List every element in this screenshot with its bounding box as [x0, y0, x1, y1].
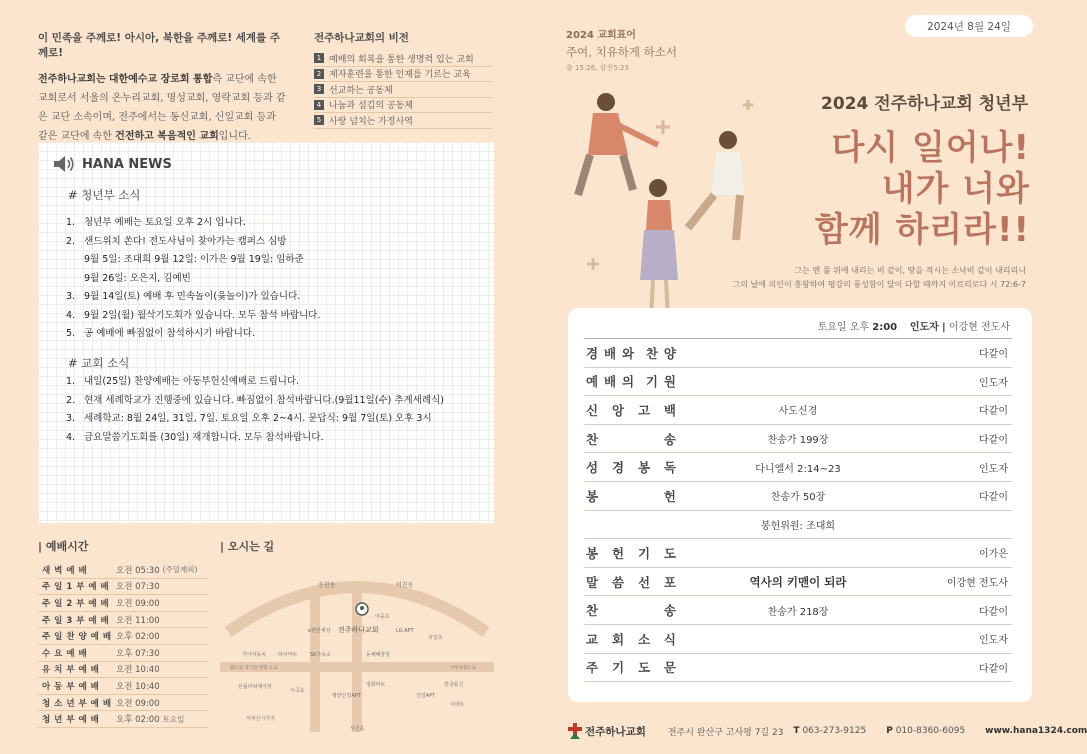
map-label: SK주유소: [310, 652, 331, 658]
worship-time: 오후 02:00: [116, 715, 160, 726]
intro-church-name: 전주하나교회는: [38, 74, 106, 85]
order-row: [584, 482, 1012, 511]
order-name-char: 교: [586, 631, 599, 647]
intro-title: 이 민족을 주께로! 아시아, 북한을 주께로! 세계를 주께로!: [38, 32, 281, 59]
order-name-char: 찬: [586, 431, 599, 447]
order-item-person: 다같이: [979, 492, 1008, 504]
worship-name: 주 일 2 부 예 배: [42, 598, 110, 609]
worship-name: 주 일 찬 양 예 배: [42, 632, 112, 643]
order-row: [584, 568, 1012, 597]
order-row: [584, 453, 1012, 482]
footer-tel: 063-273-9125: [802, 726, 867, 736]
vision-num: 1: [314, 53, 324, 63]
vision-item: [314, 98, 492, 114]
intro-body-text: 측 교단에 속한 교회로서 서울의 온누리교회, 명성교회, 영락교회 등과 같은 교단 소속이며, 전주에서는 동신교회, 신일교회 등과 같은 교단에 속한: [38, 74, 286, 142]
order-name-char: 식: [663, 631, 676, 647]
tel-label: T: [793, 726, 800, 736]
worship-row: [38, 645, 208, 662]
map-label: 이마트: [450, 702, 465, 708]
worship-times-title: | 예배시간: [38, 540, 89, 553]
news-title: HANA NEWS: [82, 156, 172, 172]
order-row: [584, 339, 1012, 368]
map-label: 동해해물탕: [366, 652, 391, 658]
intro-body: [38, 70, 288, 146]
slogan-line: 내가 너와: [881, 169, 1030, 209]
order-item-detail: 사도신경: [778, 406, 818, 418]
worship-time: 오전 09:00: [116, 698, 160, 709]
leader-label: 인도자: [909, 322, 939, 333]
worship-note: 토요일: [162, 714, 185, 724]
order-name-char: 주: [586, 660, 599, 676]
map-label: 전주하나교회: [338, 626, 379, 634]
order-item-name: [584, 401, 676, 419]
worship-time: 오전 05:30: [116, 565, 160, 576]
order-name-char: 기: [611, 660, 625, 676]
item-number: 3.: [66, 291, 76, 302]
slogan-line: 다시 일어나!: [831, 128, 1030, 168]
order-name-char: 선: [637, 574, 651, 590]
news-header: [52, 154, 172, 174]
directions-map: [220, 538, 494, 736]
order-item-person: 다같이: [979, 435, 1008, 447]
worship-name: 주 일 1 부 예 배: [42, 582, 110, 593]
item-number: 4.: [66, 309, 76, 321]
item-text: 샌드위치 쏜다! 전도사님이 찾아가는 캠퍼스 심방: [84, 235, 287, 247]
order-name-char: 의: [622, 374, 635, 390]
order-name-char: 백: [663, 402, 676, 418]
worship-row: [38, 695, 208, 712]
order-item-person: 다같이: [979, 349, 1008, 361]
item-text: 공 예배에 빠짐없이 참석하시기 바랍니다.: [84, 328, 256, 339]
order-item-detail: 봉헌위원: 조대희: [760, 520, 836, 532]
motto-text: 주여, 치유하게 하소서: [566, 45, 677, 59]
item-text: 청년부 예배는 토요일 오후 2시 입니다.: [84, 217, 246, 228]
order-item-person: 인도자: [979, 377, 1008, 389]
order-item-name: [584, 601, 676, 619]
order-item-name: [584, 630, 676, 648]
order-name-char: 헌: [663, 488, 676, 504]
worship-name: 새 벽 예 배: [42, 565, 88, 576]
service-time: 2:00: [872, 322, 898, 333]
phone-label: P: [886, 726, 893, 736]
church-news-title: # 교회 소식: [68, 356, 130, 370]
order-item-name: [584, 458, 676, 476]
worship-time: 오후 07:30: [116, 648, 160, 659]
order-name-char: 예: [586, 374, 599, 390]
map-label: 기아자동차: [242, 652, 267, 658]
order-row: [584, 368, 1012, 397]
worship-time: 오후 02:00: [116, 632, 160, 643]
order-name-char: 씀: [611, 574, 625, 590]
scripture-quote: [733, 264, 1026, 292]
worship-time: 오전 11:00: [116, 615, 160, 626]
vision-item: [314, 51, 492, 67]
vision-num: 2: [314, 69, 324, 79]
motto-label: 2024 교회표어: [566, 30, 636, 41]
worship-row: [38, 678, 208, 695]
worship-row: [38, 662, 208, 679]
worship-note: (주일제외): [162, 565, 198, 575]
vision-text: 제자훈련을 통한 인재를 기르는 교육: [329, 70, 471, 81]
footer-church-name: 전주하나교회: [585, 725, 646, 738]
map-drawing: [220, 562, 494, 732]
order-item-person: 인도자: [979, 635, 1008, 647]
map-label: 하이마트: [278, 652, 298, 658]
worship-time: 오전 09:00: [116, 598, 160, 609]
map-label: 서부우회도로: [450, 666, 477, 671]
order-item-name: [584, 573, 676, 591]
intro-highlight: 건전하고 복음적인 교회: [115, 131, 219, 142]
order-item-name: [584, 344, 676, 362]
order-item-name: [584, 544, 676, 562]
worship-rows: [38, 562, 208, 728]
order-name-char: 배: [604, 345, 617, 361]
footer-phone: 010-8360-6095: [895, 726, 966, 736]
order-name-char: 봉: [586, 488, 599, 504]
vision-text: 사랑 넘치는 가정사역: [329, 116, 413, 127]
order-name-char: 경: [611, 460, 625, 476]
list-item: [66, 410, 444, 429]
order-name-char: 배: [604, 374, 617, 390]
item-text: 9월 14일(토) 예배 후 민속놀이(윷놀이)가 있습니다.: [84, 291, 301, 302]
order-name-char: 찬: [645, 345, 658, 361]
order-item-name: [584, 430, 676, 448]
order-name-char: 도: [663, 545, 676, 561]
slogan: [815, 128, 1030, 251]
order-row: [584, 654, 1012, 683]
item-number: 5.: [66, 328, 76, 339]
item-number: 1.: [66, 376, 76, 387]
slogan-line: 함께 하리라!!: [814, 210, 1030, 250]
speaker-icon: [52, 154, 76, 174]
list-item: [66, 325, 320, 344]
footer-website[interactable]: www.hana1324.com: [985, 726, 1087, 736]
order-name-char: 봉: [586, 545, 599, 561]
service-info: 토요일 오후 2:00 인도자 | 이강현 전도사: [817, 322, 1010, 333]
youth-news-title: # 청년부 소식: [68, 188, 141, 202]
order-row: [584, 539, 1012, 568]
list-item: [66, 288, 320, 307]
order-name-char: 찬: [586, 603, 599, 619]
list-item: [66, 373, 444, 392]
order-item-name: [584, 372, 676, 390]
church-news-list: [66, 373, 444, 447]
order-name-char: 원: [663, 374, 676, 390]
worship-name: 유 치 부 예 배: [42, 665, 100, 676]
list-item: [66, 251, 320, 270]
map-label: 서일초: [428, 635, 443, 641]
hana-news-panel: [38, 142, 494, 523]
motto-reference: 출 15:26, 삼천5:23: [566, 64, 629, 72]
intro-denomination: 대한예수교 장로회 통합: [108, 74, 213, 85]
vision-num: 3: [314, 84, 324, 94]
order-name-char: 앙: [611, 402, 625, 418]
order-name-char: 독: [663, 460, 676, 476]
vision-item: [314, 82, 492, 98]
order-name-char: 송: [663, 603, 676, 619]
item-text: 금요말씀기도회를 (30일) 재개합니다. 모두 참석바랍니다.: [84, 431, 324, 443]
item-number: 3.: [66, 413, 76, 424]
map-label: 평안신앙APT: [332, 693, 361, 699]
order-item-detail: 찬송가 218장: [767, 606, 829, 618]
map-label: 한국통신: [444, 682, 464, 688]
list-item: [66, 214, 320, 233]
order-name-char: 와: [622, 345, 635, 361]
list-item: [66, 233, 320, 252]
vision-text: 선교하는 공동체: [329, 85, 393, 96]
order-name-char: 기: [645, 374, 658, 390]
list-item: [66, 307, 320, 326]
order-name-char: 신: [586, 402, 599, 418]
map-label: 덕진동: [396, 582, 414, 589]
list-item: [66, 429, 444, 448]
order-of-service: [568, 308, 1032, 702]
map-label: 신일APT: [416, 693, 436, 699]
service-day: 토요일 오후: [817, 322, 870, 333]
worship-name: 청 소 년 부 예 배: [42, 698, 112, 709]
order-item-person: 다같이: [979, 406, 1008, 418]
order-rows: [584, 338, 1012, 682]
worship-row: [38, 579, 208, 596]
worship-row: [38, 628, 208, 645]
order-item-person: 이가은: [979, 549, 1008, 561]
vision-num: 4: [314, 100, 324, 110]
church-logo-icon: [568, 723, 582, 739]
order-name-char: 경: [586, 345, 599, 361]
map-label: 서곡초: [290, 688, 305, 694]
list-item: [66, 270, 320, 289]
worship-time: 오전 10:40: [116, 681, 160, 692]
order-item-name: [584, 658, 676, 676]
intro-body-end: 입니다.: [218, 131, 251, 142]
worship-name: 청 년 부 예 배: [42, 715, 100, 726]
footer-address: 전주시 완산구 고사평 7길 23: [667, 727, 784, 738]
order-name-char: 고: [637, 402, 651, 418]
vision-num: 5: [314, 115, 324, 125]
worship-row: [38, 612, 208, 629]
scripture-line: 그의 날에 의인이 흥왕하여 평강의 풍성함이 달이 다할 때까지 이르리로다 시 72:6-7: [732, 280, 1026, 289]
worship-name: 주 일 3 부 예 배: [42, 615, 110, 626]
order-row: [584, 396, 1012, 425]
leader-name: 이강현 전도사: [948, 322, 1010, 333]
youth-news-list: [66, 214, 320, 344]
worship-name: 아 동 부 예 배: [42, 681, 100, 692]
scripture-line: 그는 벤 풀 위에 내리는 비 같이, 땅을 적시는 소낙비 같이 내리리니: [794, 266, 1026, 275]
order-item-detail: 찬송가 199장: [767, 435, 829, 447]
map-label: 정화마트: [366, 682, 386, 688]
map-label: 아중초: [375, 614, 390, 620]
order-name-char: 헌: [611, 545, 625, 561]
worship-times: [38, 538, 208, 728]
order-name-char: 성: [586, 460, 599, 476]
order-name-char: 회: [611, 631, 625, 647]
map-label: LG APT: [396, 628, 414, 634]
footer: [568, 723, 1087, 739]
map-label: 서부신시가지: [246, 716, 275, 722]
order-name-char: 소: [637, 631, 651, 647]
order-item-person: 인도자: [979, 463, 1008, 475]
order-row: [584, 425, 1012, 454]
order-item-name: [584, 487, 676, 505]
order-row: [584, 625, 1012, 654]
map-label: e편한세상: [308, 628, 331, 634]
worship-time: 오전 10:40: [116, 665, 160, 676]
map-label: 월드컵 경기장 방향 도로: [230, 666, 278, 671]
item-text: 9월 5일: 조대희 9월 12일: 이가은 9월 19일: 임하준: [84, 254, 304, 265]
vision-item: [314, 113, 492, 129]
vision-text: 예배의 회복을 통한 생명력 있는 교회: [329, 54, 474, 65]
jumping-people-illustration: [548, 80, 748, 320]
order-name-char: 기: [637, 545, 651, 561]
worship-name: 수 요 예 배: [42, 648, 88, 659]
item-number: 2.: [66, 235, 76, 247]
date-badge: 2024년 8월 24일: [905, 15, 1033, 37]
order-name-char: 포: [663, 574, 676, 590]
item-text: 세례학교: 8월 24일, 31일, 7일. 토요일 오후 2~4시. 문답식: 9월 7일(토) 오후 3시: [84, 413, 432, 424]
worship-row: [38, 562, 208, 579]
vision-text: 나눔과 섬김의 공동체: [329, 101, 413, 112]
order-name-char: 송: [663, 431, 676, 447]
map-label: 서신초: [350, 726, 365, 732]
order-item-person: 다같이: [979, 663, 1008, 675]
vision-item: [314, 67, 492, 83]
item-number: 4.: [66, 431, 76, 443]
intro-section: [38, 30, 288, 146]
item-text: 현재 세례학교가 진행중에 있습니다. 빠짐없이 참석바랍니다.(9월11일(수) 추계세례식): [84, 394, 444, 406]
map-label: 송천동: [318, 582, 336, 589]
item-number: 1.: [66, 217, 76, 228]
item-text: 9월 26일: 오은지, 김예빈: [84, 272, 191, 284]
order-name-char: 문: [663, 660, 676, 676]
order-item-person: 이강현 전도사: [946, 578, 1008, 590]
order-item-detail: 역사의 키맨이 되라: [749, 574, 847, 589]
order-item-detail: 찬송가 50장: [770, 492, 826, 504]
order-name-char: 양: [663, 345, 676, 361]
order-name-char: 말: [586, 574, 599, 590]
vision-title: 전주하나교회의 비전: [314, 32, 409, 44]
list-item: [66, 392, 444, 411]
item-number: 2.: [66, 394, 76, 406]
vision-section: [314, 30, 492, 129]
map-label: 선플라워예식장: [238, 684, 272, 690]
department-title: 2024 전주하나교회 청년부: [821, 94, 1028, 114]
item-text: 9월 2일(월) 월삭기도회가 있습니다. 모두 참석 바랍니다.: [84, 309, 321, 321]
order-name-char: 도: [637, 660, 651, 676]
order-item-detail: 다니엘서 2:14~23: [755, 463, 841, 475]
item-text: 내일(25일) 찬양예배는 아동부헌신예배로 드립니다.: [84, 376, 300, 387]
worship-row: [38, 711, 208, 728]
worship-time: 오전 07:30: [116, 582, 160, 593]
order-item-person: 다같이: [979, 606, 1008, 618]
order-name-char: 봉: [637, 460, 651, 476]
map-title: | 오시는 길: [220, 540, 275, 553]
worship-row: [38, 595, 208, 612]
order-row: [584, 596, 1012, 625]
footer-logo: [568, 723, 656, 739]
order-row: [584, 511, 1012, 540]
